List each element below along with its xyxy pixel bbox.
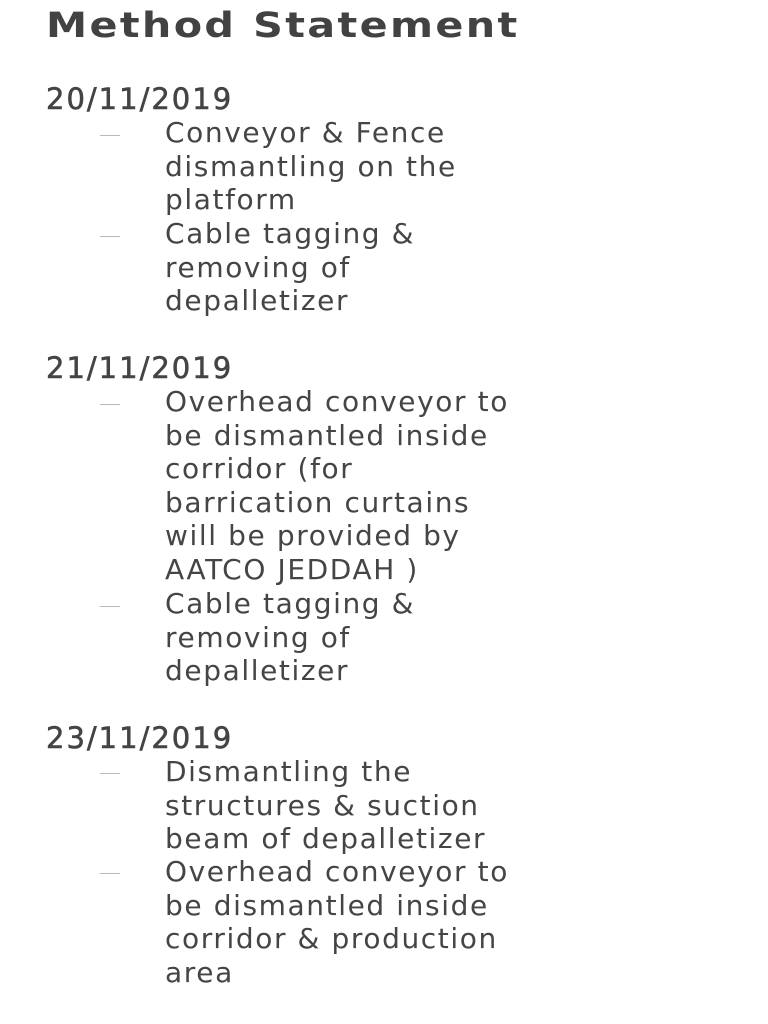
bullet-dash [100,873,120,874]
bullet-dash [100,404,120,405]
list-item: Overhead conveyor to be dismantled inside corridor (for barrication curtains will be provided by AATCO JEDDAH ) [165,385,509,586]
list-item: Cable tagging & removing of depalletizer [165,217,416,318]
list-item: Overhead conveyor to be dismantled inside corridor & production area [165,855,509,989]
list-item: Cable tagging & removing of depalletizer [165,587,416,688]
page-title: Method Statement [46,6,520,46]
section-date: 20/11/2019 [46,82,234,116]
bullet-dash [100,773,120,774]
bullet-dash [100,606,120,607]
list-item: Conveyor & Fence dismantling on the platform [165,116,457,217]
list-item: Dismantling the structures & suction beam of depalletizer [165,755,487,856]
section-date: 23/11/2019 [46,721,234,755]
bullet-dash [100,236,120,237]
section-date: 21/11/2019 [46,351,234,385]
bullet-dash [100,135,120,136]
